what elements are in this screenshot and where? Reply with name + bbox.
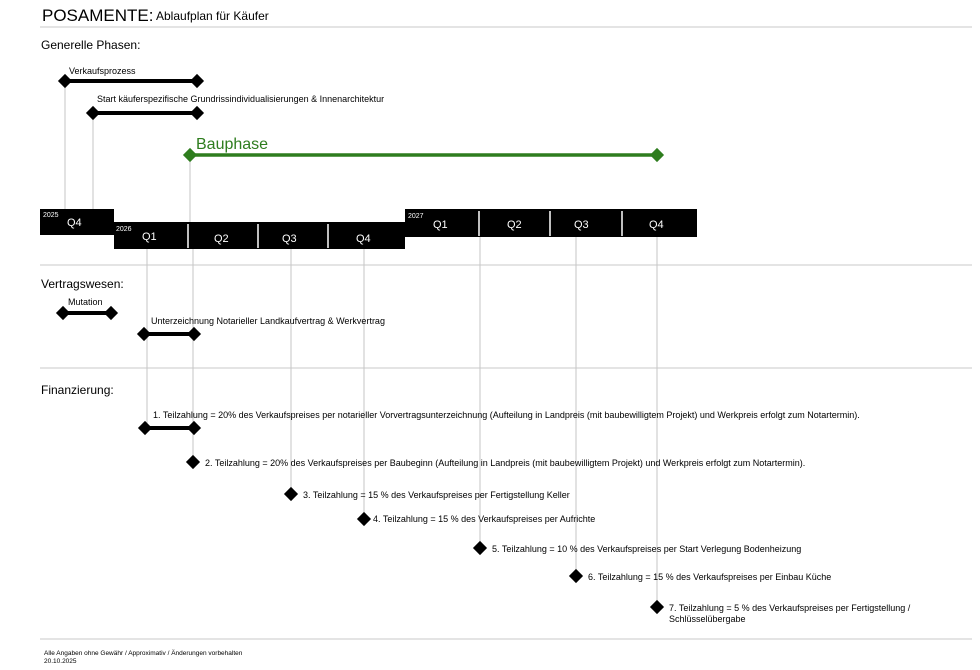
milestone-marker [86, 106, 100, 120]
timeline [40, 209, 697, 249]
milestone-marker [56, 306, 70, 320]
contract-mutation-label: Mutation [68, 297, 103, 307]
quarter-label: Q1 [433, 219, 448, 231]
milestone-marker [186, 455, 200, 469]
page-subtitle: Ablaufplan für Käufer [156, 9, 269, 23]
contract-signing-label: Unterzeichnung Notarieller Landkaufvertrag & Werkvertrag [151, 316, 385, 326]
milestone-marker [137, 327, 151, 341]
section-finance-title: Finanzierung: [41, 383, 114, 397]
section-phases-title: Generelle Phasen: [41, 38, 141, 52]
milestone-marker [473, 541, 487, 555]
year-label-2027: 2027 [408, 213, 424, 220]
payment-4-label: 4. Teilzahlung = 15 % des Verkaufspreises per Aufrichte [373, 514, 596, 524]
payment-3-label: 3. Teilzahlung = 15 % des Verkaufspreises per Fertigstellung Keller [303, 490, 570, 500]
phase-sales-label: Verkaufsprozess [69, 66, 136, 76]
milestone-marker [284, 487, 298, 501]
payment-6-label: 6. Teilzahlung = 15 % des Verkaufspreises per Einbau Küche [588, 572, 832, 582]
milestone-marker [190, 74, 204, 88]
milestone-marker [187, 421, 201, 435]
payment-2-label: 2. Teilzahlung = 20% des Verkaufspreises per Baubeginn (Aufteilung in Landpreis (mit baubewilligtem Projekt) und Werkpreis erfolgt zum Notartermin). [205, 458, 806, 468]
quarter-label: Q4 [649, 219, 664, 231]
phase-custom-label: Start käuferspezifische Grundrissindividualisierungen & Innenarchitektur [97, 94, 385, 104]
milestone-marker [650, 148, 664, 162]
quarter-label: Q2 [507, 219, 522, 231]
quarter-label: Q3 [282, 233, 297, 245]
milestone-marker [183, 148, 197, 162]
page-title: POSAMENTE: [42, 6, 154, 25]
payment-7-label-cont: Schlüsselübergabe [669, 614, 746, 624]
milestone-marker [58, 74, 72, 88]
milestone-marker [569, 569, 583, 583]
quarter-label: Q3 [574, 219, 589, 231]
milestone-marker [650, 600, 664, 614]
milestone-marker [138, 421, 152, 435]
footer-date: 20.10.2025 [44, 658, 77, 665]
phase-build-label: Bauphase [196, 136, 269, 153]
payment-5-label: 5. Teilzahlung = 10 % des Verkaufspreises per Start Verlegung Bodenheizung [492, 544, 802, 554]
footer-disclaimer: Alle Angaben ohne Gewähr / Approximativ / Änderungen vorbehalten [44, 650, 243, 657]
milestone-marker [187, 327, 201, 341]
quarter-label: Q1 [142, 231, 157, 243]
milestone-marker [104, 306, 118, 320]
payment-7-label: 7. Teilzahlung = 5 % des Verkaufspreises per Fertigstellung / [669, 603, 911, 613]
year-label-2026: 2026 [116, 226, 132, 233]
quarter-label: Q4 [356, 233, 371, 245]
guide-lines [65, 81, 657, 607]
milestone-marker [190, 106, 204, 120]
quarter-label: Q4 [67, 217, 82, 229]
quarter-label: Q2 [214, 233, 229, 245]
year-label-2025: 2025 [43, 212, 59, 219]
payment-1-label: 1. Teilzahlung = 20% des Verkaufspreises per notarieller Vorvertragsunterzeichnung (Aufteilung in Landpreis (mit baubewilligtem Projekt) und Werkpreis erfolgt zum Notartermin). [153, 410, 860, 420]
milestone-marker [357, 512, 371, 526]
section-contracts-title: Vertragswesen: [41, 277, 124, 291]
